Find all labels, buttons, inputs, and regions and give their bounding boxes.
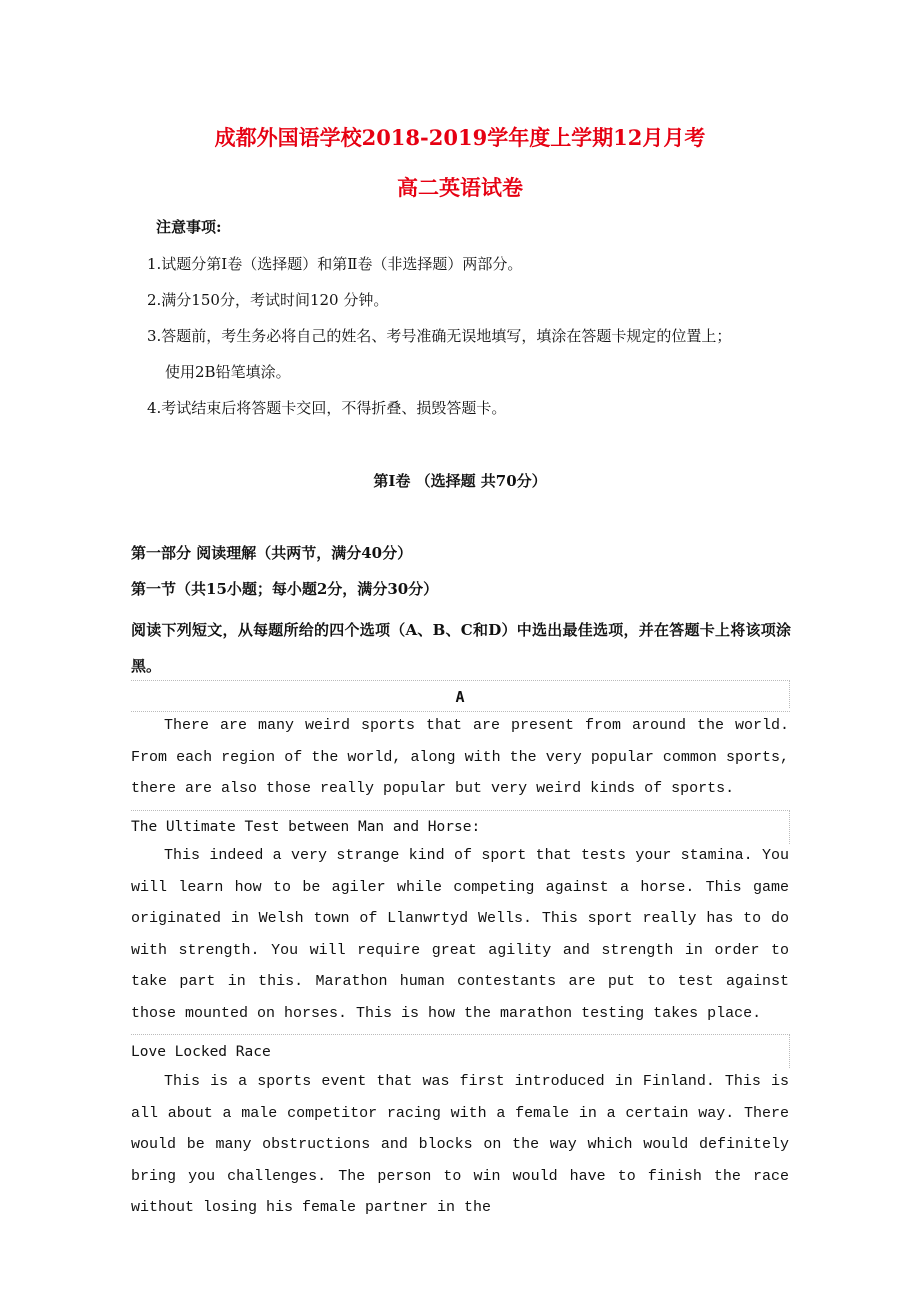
section-title: 第Ⅰ卷 （选择题 共70分） [373,472,547,490]
note-item: 1.试题分第Ⅰ卷（选择题）和第Ⅱ卷（非选择题）两部分。 [147,255,523,273]
part-heading: 第一部分 阅读理解（共两节，满分40分） [131,544,413,562]
note-item-continuation: 使用2B铅笔填涂。 [165,363,291,381]
notes-heading: 注意事项: [156,218,222,236]
divider [789,810,790,844]
passage-intro: There are many weird sports that are present from around the world. From each region of the world, along with the very popular common sports, there are also those really popular but very weird kinds of sports. [131,717,789,797]
note-item: 4.考试结束后将答题卡交回，不得折叠、损毁答题卡。 [147,399,507,417]
exam-title: 成都外国语学校2018-2019学年度上学期12月月考 [214,125,706,150]
subheading: Love Locked Race [131,1044,271,1060]
divider [131,1034,790,1035]
divider [789,1034,790,1068]
divider [131,680,790,681]
subheading: The Ultimate Test between Man and Horse: [131,819,481,835]
passage-paragraph: This is a sports event that was first introduced in Finland. This is all about a male competitor racing with a female in a certain way. There would be many obstructions and blocks on the way which would definitely bring you challenges. The person to win would have to finish the race without losing his female partner in the [131,1073,789,1216]
passage-paragraph: This indeed a very strange kind of sport that tests your stamina. You will learn how to be agiler while competing against a horse. This game originated in Welsh town of Llanwrtyd Wells. This sport really has to do with strength. You will require great agility and strength in order to take part in this. Marathon human contestants are put to test against those mounted on horses. This is how the marathon testing takes place. [131,847,789,1022]
note-item: 3.答题前，考生务必将自己的姓名、考号准确无误地填写，填涂在答题卡规定的位置上； [147,327,732,345]
note-item: 2.满分150分，考试时间120 分钟。 [147,291,389,309]
divider [131,810,790,811]
passage-letter: A [455,688,465,706]
instructions: 阅读下列短文，从每题所给的四个选项（A、B、C和D）中选出最佳选项，并在答题卡上将该项涂黑。 [131,621,791,675]
subsection-heading: 第一节（共15小题；每小题2分，满分30分） [131,580,439,598]
exam-subtitle: 高二英语试卷 [397,175,523,200]
